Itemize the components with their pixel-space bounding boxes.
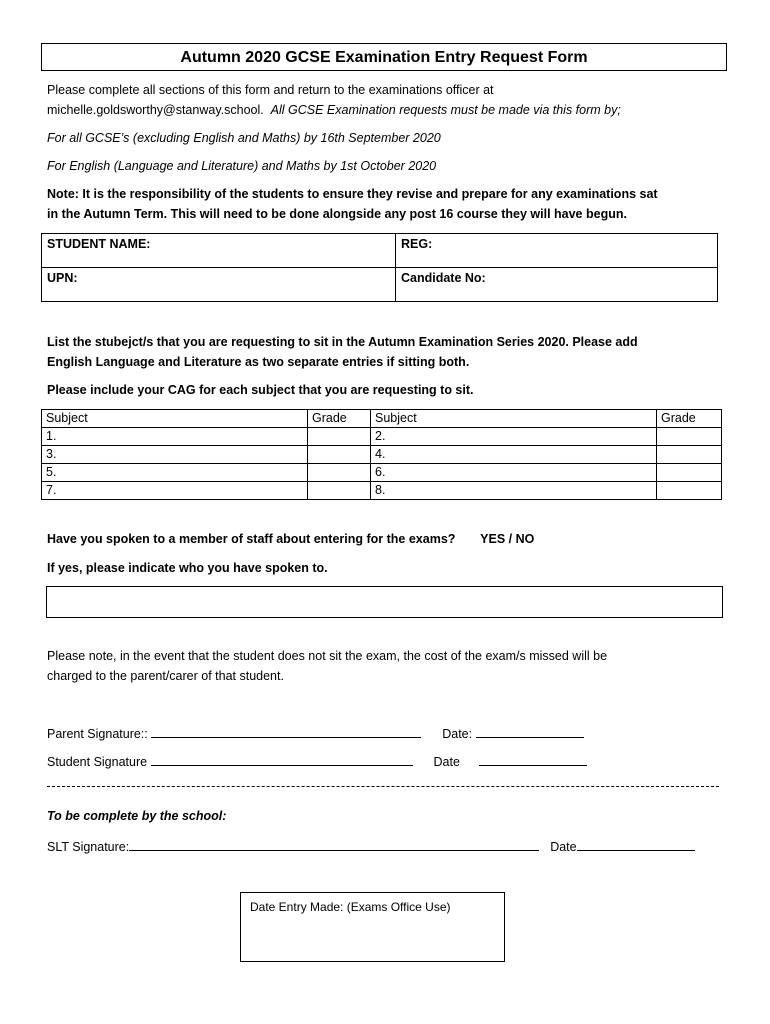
reg-field[interactable]: REG:: [396, 234, 718, 268]
grade-cell[interactable]: [308, 482, 371, 500]
grade-header: Grade: [657, 410, 722, 428]
subjects-instruction-2: English Language and Literature as two separate entries if sitting both.: [47, 355, 470, 369]
subject-cell[interactable]: 2.: [371, 428, 657, 446]
intro-line-2: [47, 103, 621, 117]
grade-cell[interactable]: [657, 464, 722, 482]
subject-cell[interactable]: 7.: [42, 482, 308, 500]
deadline-note: All GCSE Examination requests must be made via this form by;: [270, 103, 621, 117]
exams-office-box[interactable]: [240, 892, 505, 962]
grade-cell[interactable]: [657, 428, 722, 446]
table-row: [42, 464, 722, 482]
student-signature-label: Student Signature: [47, 755, 148, 769]
subject-cell[interactable]: 5.: [42, 464, 308, 482]
student-signature-row: [47, 753, 587, 769]
officer-email: michelle.goldsworthy@stanway.school.: [47, 103, 264, 117]
subject-cell[interactable]: 8.: [371, 482, 657, 500]
deadline-1: For all GCSE’s (excluding English and Maths) by 16th September 2020: [47, 131, 441, 145]
deadline-2: For English (Language and Literature) and Maths by 1st October 2020: [47, 159, 437, 173]
staff-question: Have you spoken to a member of staff about entering for the exams?: [47, 532, 456, 546]
grade-cell[interactable]: [308, 464, 371, 482]
subject-cell[interactable]: 3.: [42, 446, 308, 464]
grade-cell[interactable]: [308, 446, 371, 464]
student-details-table: [41, 233, 718, 302]
subjects-instruction-3: Please include your CAG for each subject that you are requesting to sit.: [47, 383, 474, 397]
staff-followup: If yes, please indicate who you have spoken to.: [47, 561, 328, 575]
grade-cell[interactable]: [657, 482, 722, 500]
subjects-instruction-1: List the stubejct/s that you are requesting to sit in the Autumn Examination Series 2020. Please add: [47, 335, 638, 349]
cost-note-line-1: Please note, in the event that the student does not sit the exam, the cost of the exam/s missed will be: [47, 649, 608, 663]
subject-cell[interactable]: 4.: [371, 446, 657, 464]
parent-signature-label: Parent Signature::: [47, 727, 148, 741]
grade-cell[interactable]: [657, 446, 722, 464]
grade-cell[interactable]: [308, 428, 371, 446]
intro-line-1: Please complete all sections of this form and return to the examinations officer at: [47, 83, 494, 97]
table-row: [42, 428, 722, 446]
student-signature-line[interactable]: [151, 753, 413, 766]
subject-cell[interactable]: 1.: [42, 428, 308, 446]
slt-signature-line[interactable]: [129, 838, 539, 851]
slt-date-label: Date: [550, 840, 577, 854]
student-date-line[interactable]: [479, 753, 587, 766]
slt-signature-label: SLT Signature:: [47, 840, 130, 854]
slt-signature-row: [47, 838, 695, 854]
subject-header: Subject: [42, 410, 308, 428]
staff-question-line: [47, 532, 534, 546]
responsibility-note-line-1: Note: It is the responsibility of the students to ensure they revise and prepare for any examinations sat: [47, 187, 658, 201]
parent-signature-line[interactable]: [151, 725, 421, 738]
student-name-field[interactable]: STUDENT NAME:: [42, 234, 396, 268]
yes-no-options[interactable]: YES / NO: [480, 532, 535, 546]
upn-field[interactable]: UPN:: [42, 268, 396, 302]
table-row: [42, 446, 722, 464]
table-header-row: [42, 410, 722, 428]
candidate-number-field[interactable]: Candidate No:: [396, 268, 718, 302]
parent-date-label: Date:: [442, 727, 473, 741]
subject-cell[interactable]: 6.: [371, 464, 657, 482]
responsibility-note-line-2: in the Autumn Term. This will need to be done alongside any post 16 course they will have begun.: [47, 207, 627, 221]
school-section-heading: To be complete by the school:: [47, 809, 227, 823]
separator-line: [47, 786, 719, 787]
subject-header: Subject: [371, 410, 657, 428]
form-title: Autumn 2020 GCSE Examination Entry Request Form: [41, 43, 727, 71]
grade-header: Grade: [308, 410, 371, 428]
table-row: [42, 482, 722, 500]
staff-name-input[interactable]: [46, 586, 723, 618]
exams-office-label: Date Entry Made: (Exams Office Use): [250, 900, 451, 914]
cost-note-line-2: charged to the parent/carer of that student.: [47, 669, 284, 683]
slt-date-line[interactable]: [577, 838, 695, 851]
parent-date-line[interactable]: [476, 725, 584, 738]
subjects-table: [41, 409, 722, 500]
parent-signature-row: [47, 725, 584, 741]
student-date-label: Date: [433, 755, 460, 769]
